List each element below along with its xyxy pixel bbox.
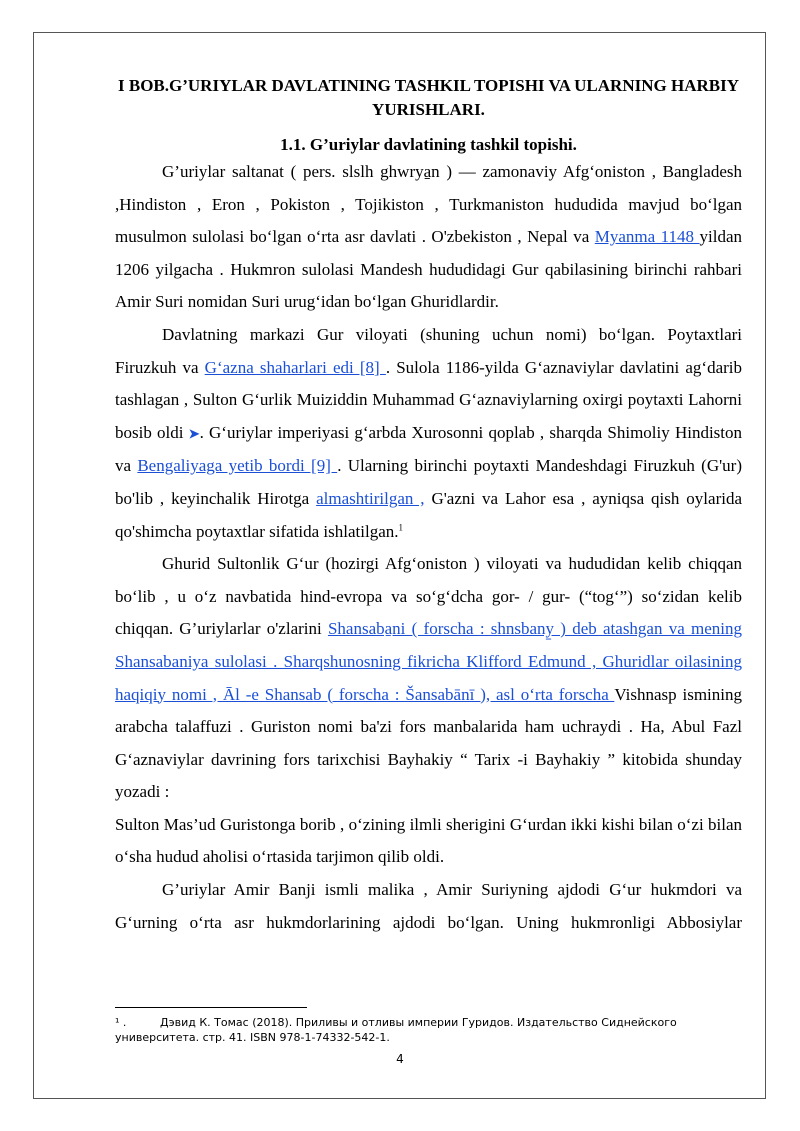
p3-text-1: Ghurid Sultonlik G‘ur (hozirgi Afg‘oniston ) viloyati va hududidan kelib chiqqan bo‘lib , u o‘z navbatida hind-evropa va so‘g‘dcha gor- / gur- (“tog‘”) so‘zidan kelib chiqqan. G’uriylarlar o'zlarini (115, 554, 742, 639)
p1-text-1: G’uriylar saltanat ( pers. slslh ghwrya̱n ) — zamonaviy Afg‘oniston , Bangladesh ,Hindiston , Eron , Pokiston , Tojikiston , Turkmaniston hududida mavjud bo‘lgan musulmon sulolasi bo‘lgan o‘rta asr davlati . O'zbekiston , Nepal va (115, 162, 742, 247)
footnote (115, 1015, 715, 1045)
p2-text-4: . Ularning birinchi poytaxti Mandeshdagi Firuzkuh (G'ur) bo'lib , keyinchalik Hirotga (115, 456, 743, 508)
link-bengaliya[interactable]: Bengaliyaga yetib bordi [9] (137, 456, 338, 476)
p2-text-2: . Sulola 1186-yilda G‘aznaviylar davlatini ag‘darib tashlagan , Sulton G‘urlik Muiziddin Muhammad G‘aznaviylarning oxirgi poytaxti Lahorni bosib oldi (115, 357, 742, 442)
page-number: 4 (396, 1052, 404, 1066)
p2-text-5: G'azni va Lahor esa , ayniqsa qish oylarida qo'shimcha poytaxtlar sifatida ishlatilgan. (115, 488, 743, 541)
arrow-icon[interactable]: ➤ (188, 425, 200, 441)
paragraph-5: G’uriylar Amir Banji ismli malika , Amir Suriyning ajdodi G‘ur hukmdori va G‘urning o‘rta asr hukmdorlarining ajdodi bo‘lgan. Uning hukmronligi Abbosiylar (115, 880, 742, 932)
p2-text-1: Davlatning markazi Gur viloyati (shuning uchun nomi) bo‘lgan. Poytaxtlari Firuzkuh va (115, 324, 742, 377)
p1-text-2: yildan 1206 yilgacha . Hukmron sulolasi Mandesh hududidagi Gur qabilasining birinchi rahbari Amir Suri nomidan Suri urug‘idan bo‘lgan Ghuridlardir. (115, 227, 742, 312)
paragraph-3 (115, 548, 742, 809)
section-title: 1.1. G’uriylar davlatining tashkil topishi. (280, 135, 577, 154)
paragraph-2 (115, 319, 742, 548)
paragraph-1 (115, 156, 742, 319)
document-body (115, 74, 742, 939)
link-shansabani[interactable]: Shansaba̱ni ( forscha : shnsbany̱ ) deb atashgan va mening Shansabaniya sulolasi . Sharqshunosning fikricha Klifford Edmund , Ghuridlar oilasining haqiqiy nomi , Āl -e Shansab ( forscha : Šansabānī ), asl o‘rta forscha (115, 619, 742, 704)
paragraph-4: Sulton Mas’ud Guristonga borib , o‘zining ilmli sherigini G‘urdan ikki kishi bilan o‘zi bilan o‘sha hudud aholisi o‘rtasida tarjimon qilib oldi. (115, 814, 742, 867)
p3-text-2: Vishnasp ismining arabcha talaffuzi . Guriston nomi ba'zi fors manbalarida ham uchraydi . Ha, Abul Fazl G‘aznaviylar davrining fors tarixchisi Bayhakiy “ Tarix -i Bayhakiy ” kitobida shunday yozadi : (115, 684, 742, 802)
link-myanma[interactable]: Myanma 1148 (594, 227, 700, 247)
link-gazna[interactable]: G‘azna shaharlari edi [8] (204, 357, 386, 377)
footnote-reference[interactable]: 1 (398, 521, 403, 532)
footnote-text: Дэвид К. Томас (2018). Приливы и отливы империи Гуридов. Издательство Сиднейского университета. стр. 41. ISBN 978-1-74332-542-1. (115, 1016, 677, 1044)
p2-text-3: . G‘uriylar imperiyasi g‘arbda Xurosonni qoplab , sharqda Shimoliy Hindiston va (115, 422, 743, 476)
footnote-mark: ¹ . (115, 1016, 127, 1029)
footnote-divider (115, 1007, 307, 1008)
link-almashtirilgan[interactable]: almashtirilgan , (316, 488, 425, 508)
chapter-title: I BOB.G’URIYLAR DAVLATINING TASHKIL TOPISHI VA ULARNING HARBIY YURISHLARI. (118, 76, 739, 119)
